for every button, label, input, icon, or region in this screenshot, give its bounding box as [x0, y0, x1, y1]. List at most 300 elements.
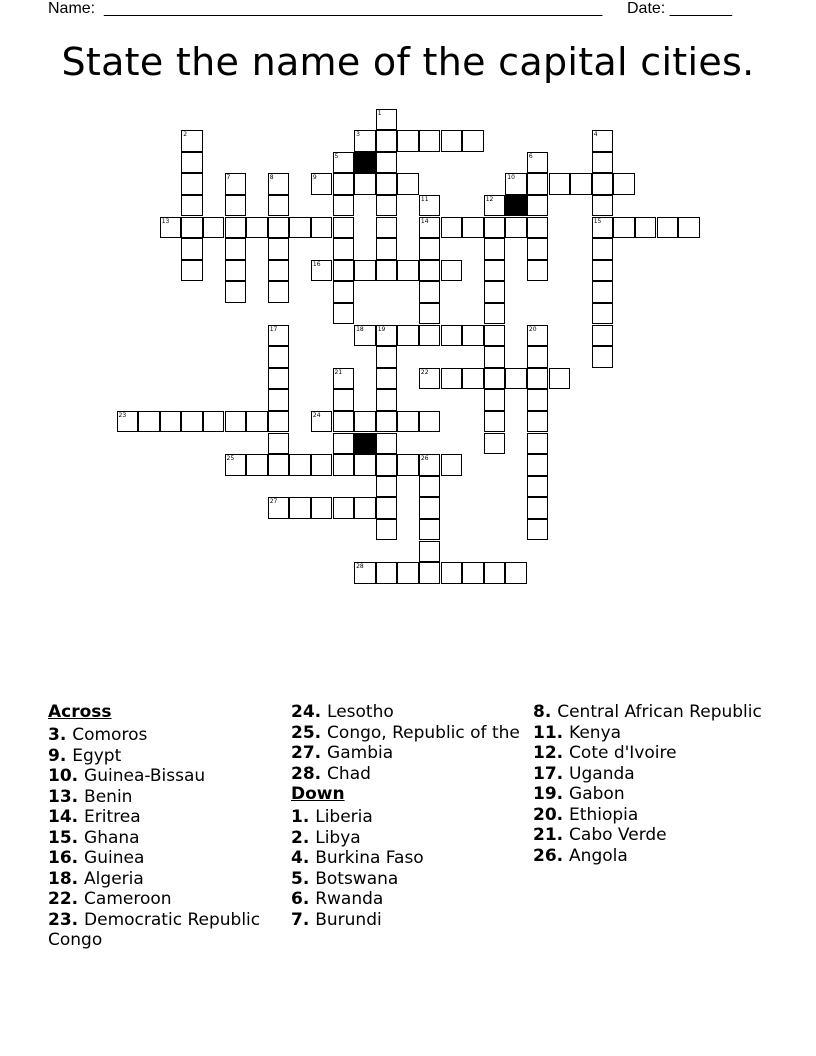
clue-item	[291, 702, 521, 722]
grid-cell[interactable]	[181, 173, 203, 195]
grid-cell[interactable]	[419, 519, 441, 541]
grid-cell[interactable]	[527, 217, 549, 239]
date-field[interactable]: Date: _______	[627, 0, 732, 17]
grid-cell[interactable]	[441, 217, 463, 239]
grid-cell[interactable]	[376, 454, 398, 476]
grid-cell[interactable]	[203, 217, 225, 239]
grid-cell[interactable]	[484, 238, 506, 260]
clues-column-1	[48, 702, 278, 950]
grid-cell[interactable]	[397, 411, 419, 433]
grid-cell[interactable]	[549, 368, 571, 390]
clue-number: 14.	[48, 807, 85, 827]
grid-cell[interactable]	[592, 260, 614, 282]
clue-number: 22.	[48, 889, 85, 909]
grid-cell[interactable]	[592, 303, 614, 325]
grid-cell[interactable]	[225, 411, 247, 433]
grid-cell[interactable]	[484, 281, 506, 303]
clue-number: 2.	[291, 827, 316, 848]
clue-number: 8.	[533, 702, 558, 722]
grid-cell[interactable]	[225, 238, 247, 260]
grid-cell[interactable]	[225, 281, 247, 303]
clue-number: 11.	[533, 722, 570, 743]
clue-number: 2	[183, 131, 188, 139]
grid-cell[interactable]	[592, 130, 614, 152]
clues-column-2	[291, 702, 521, 930]
grid-cell[interactable]	[376, 173, 398, 195]
grid-cell[interactable]	[419, 476, 441, 498]
clue-number: 6	[528, 152, 533, 160]
grid-cell[interactable]	[592, 217, 614, 239]
clue-number: 25.	[291, 722, 328, 743]
name-field[interactable]: ________________________________________________________	[104, 0, 603, 17]
grid-cell[interactable]	[246, 217, 268, 239]
grid-cell[interactable]	[268, 346, 290, 368]
grid-cell[interactable]	[181, 238, 203, 260]
clue-number: 19.	[533, 784, 570, 804]
grid-cell[interactable]	[527, 389, 549, 411]
grid-cell[interactable]	[311, 260, 333, 282]
grid-cell[interactable]	[527, 519, 549, 541]
clue-item	[533, 764, 763, 784]
clue-item	[48, 828, 278, 848]
clue-item	[533, 846, 763, 866]
clue-number: 24.	[291, 702, 328, 722]
grid-cell[interactable]	[462, 368, 484, 390]
grid-cell[interactable]	[527, 433, 549, 455]
grid-cell[interactable]	[225, 260, 247, 282]
clue-text: Congo, Republic of the	[327, 722, 520, 743]
grid-cell[interactable]	[613, 173, 635, 195]
clue-number: 20.	[533, 804, 570, 825]
grid-cell[interactable]	[203, 411, 225, 433]
grid-cell[interactable]	[333, 454, 355, 476]
grid-cell[interactable]	[333, 497, 355, 519]
grid-cell[interactable]	[397, 130, 419, 152]
grid-cell[interactable]	[376, 389, 398, 411]
grid-cell[interactable]	[419, 130, 441, 152]
grid-cell[interactable]	[160, 217, 182, 239]
grid-cell[interactable]	[311, 173, 333, 195]
grid-cell[interactable]	[505, 173, 527, 195]
clue-number: 19	[377, 325, 386, 333]
clue-item	[48, 869, 278, 889]
clue-number: 12.	[533, 743, 570, 763]
grid-cell[interactable]	[397, 562, 419, 584]
grid-cell[interactable]	[376, 433, 398, 455]
grid-cell[interactable]	[246, 411, 268, 433]
grid-cell[interactable]	[527, 497, 549, 519]
clue-text: Rwanda	[315, 889, 384, 909]
clue-text: Gabon	[569, 784, 625, 804]
clue-number: 3.	[48, 725, 73, 745]
grid-cell[interactable]	[484, 346, 506, 368]
grid-cell[interactable]	[333, 303, 355, 325]
clue-number: 17	[269, 325, 278, 333]
grid-cell[interactable]	[462, 562, 484, 584]
grid-cell[interactable]	[181, 152, 203, 174]
grid-cell[interactable]	[268, 497, 290, 519]
grid-cell[interactable]	[160, 411, 182, 433]
grid-cell[interactable]	[441, 260, 463, 282]
grid-cell[interactable]	[462, 217, 484, 239]
clue-number: 26.	[533, 845, 570, 866]
clue-item	[291, 743, 521, 763]
clue-number: 20	[528, 325, 537, 333]
clue-item	[48, 807, 278, 827]
grid-cell[interactable]	[376, 195, 398, 217]
grid-cell[interactable]	[484, 368, 506, 390]
grid-cell[interactable]	[505, 368, 527, 390]
grid-cell[interactable]	[376, 497, 398, 519]
clue-item	[533, 805, 763, 825]
clue-text: Liberia	[315, 807, 373, 827]
worksheet-header	[0, 0, 816, 20]
grid-cell[interactable]	[549, 173, 571, 195]
grid-cell[interactable]	[268, 368, 290, 390]
grid-cell[interactable]	[419, 411, 441, 433]
clue-item	[48, 766, 278, 786]
clue-item	[533, 743, 763, 763]
grid-cell[interactable]	[289, 217, 311, 239]
grid-cell[interactable]	[441, 130, 463, 152]
grid-cell[interactable]	[419, 454, 441, 476]
grid-cell[interactable]	[181, 130, 203, 152]
grid-cell[interactable]	[376, 476, 398, 498]
grid-cell[interactable]	[527, 368, 549, 390]
clue-number: 25	[226, 455, 235, 463]
clue-number: 5	[334, 152, 339, 160]
black-cell	[505, 195, 527, 217]
grid-cell[interactable]	[484, 562, 506, 584]
grid-cell[interactable]	[225, 454, 247, 476]
grid-cell[interactable]	[225, 195, 247, 217]
grid-cell[interactable]	[441, 454, 463, 476]
clue-item	[291, 889, 521, 909]
grid-cell[interactable]	[333, 281, 355, 303]
clue-item	[533, 702, 763, 722]
grid-cell[interactable]	[354, 497, 376, 519]
black-cell	[354, 433, 376, 455]
clue-number: 27	[269, 498, 278, 506]
grid-cell[interactable]	[376, 238, 398, 260]
clue-number: 15.	[48, 827, 85, 848]
grid-cell[interactable]	[354, 130, 376, 152]
grid-cell[interactable]	[527, 260, 549, 282]
grid-cell[interactable]	[289, 497, 311, 519]
clue-number: 16.	[48, 848, 85, 868]
grid-cell[interactable]	[419, 195, 441, 217]
grid-cell[interactable]	[311, 411, 333, 433]
grid-cell[interactable]	[376, 346, 398, 368]
grid-cell[interactable]	[527, 152, 549, 174]
clue-number: 4	[593, 131, 598, 139]
clue-item	[291, 764, 521, 784]
grid-cell[interactable]	[333, 173, 355, 195]
grid-cell[interactable]	[419, 281, 441, 303]
clue-text: Guinea	[84, 848, 145, 868]
grid-cell[interactable]	[117, 411, 139, 433]
across-heading: Across	[48, 702, 112, 722]
grid-cell[interactable]	[376, 325, 398, 347]
grid-cell[interactable]	[635, 217, 657, 239]
grid-cell[interactable]	[354, 454, 376, 476]
grid-cell[interactable]	[419, 325, 441, 347]
clue-text: Cabo Verde	[569, 825, 667, 845]
clue-text: Uganda	[569, 763, 635, 784]
grid-cell[interactable]	[419, 541, 441, 563]
down-clue-list	[291, 807, 521, 930]
clue-text: Lesotho	[327, 702, 394, 722]
grid-cell[interactable]	[592, 238, 614, 260]
grid-cell[interactable]	[527, 238, 549, 260]
clue-number: 23.	[48, 909, 85, 930]
clue-number: 21.	[533, 825, 570, 845]
clue-text: Central African Republic	[557, 702, 762, 722]
grid-cell[interactable]	[657, 217, 679, 239]
clue-text: Benin	[84, 786, 133, 807]
grid-cell[interactable]	[181, 260, 203, 282]
grid-cell[interactable]	[311, 497, 333, 519]
grid-cell[interactable]	[570, 173, 592, 195]
grid-cell[interactable]	[354, 260, 376, 282]
clue-number: 16	[312, 260, 321, 268]
clue-text: Botswana	[315, 868, 399, 889]
grid-cell[interactable]	[527, 325, 549, 347]
clue-number: 26	[420, 455, 429, 463]
grid-cell[interactable]	[527, 173, 549, 195]
clue-item	[48, 910, 278, 950]
grid-cell[interactable]	[354, 173, 376, 195]
grid-cell[interactable]	[376, 368, 398, 390]
grid-cell[interactable]	[484, 325, 506, 347]
grid-cell[interactable]	[225, 173, 247, 195]
grid-cell[interactable]	[592, 325, 614, 347]
grid-cell[interactable]	[268, 260, 290, 282]
grid-cell[interactable]	[268, 454, 290, 476]
grid-cell[interactable]	[333, 217, 355, 239]
clue-text: Eritrea	[84, 807, 141, 827]
grid-cell[interactable]	[376, 562, 398, 584]
clue-number: 22	[420, 368, 429, 376]
clue-number: 1.	[291, 807, 316, 827]
grid-cell[interactable]	[613, 217, 635, 239]
grid-cell[interactable]	[138, 411, 160, 433]
page-title: State the name of the capital cities.	[61, 40, 755, 84]
clue-number: 5.	[291, 868, 316, 889]
grid-cell[interactable]	[527, 476, 549, 498]
clue-number: 13	[161, 217, 170, 225]
grid-cell[interactable]	[397, 454, 419, 476]
grid-cell[interactable]	[376, 109, 398, 131]
down-heading: Down	[291, 784, 345, 804]
clues-column-3	[533, 702, 763, 866]
clue-number: 9	[312, 174, 317, 182]
clue-item	[291, 807, 521, 827]
across-clue-list	[48, 725, 278, 950]
clue-item	[291, 869, 521, 889]
grid-cell[interactable]	[419, 368, 441, 390]
grid-cell[interactable]	[527, 411, 549, 433]
clue-item	[48, 725, 278, 745]
clue-item	[533, 723, 763, 743]
grid-cell[interactable]	[268, 281, 290, 303]
clue-text: Ghana	[84, 827, 140, 848]
grid-cell[interactable]	[376, 519, 398, 541]
grid-cell[interactable]	[419, 260, 441, 282]
grid-cell[interactable]	[505, 217, 527, 239]
grid-cell[interactable]	[268, 433, 290, 455]
clue-number: 7	[226, 174, 231, 182]
grid-cell[interactable]	[592, 195, 614, 217]
grid-cell[interactable]	[181, 195, 203, 217]
grid-cell[interactable]	[484, 195, 506, 217]
clue-item	[48, 787, 278, 807]
grid-cell[interactable]	[441, 325, 463, 347]
clue-item	[533, 784, 763, 804]
clue-number: 6.	[291, 889, 316, 909]
clue-item	[291, 828, 521, 848]
grid-cell[interactable]	[484, 411, 506, 433]
clue-number: 23	[118, 411, 127, 419]
grid-cell[interactable]	[527, 195, 549, 217]
grid-cell[interactable]	[592, 346, 614, 368]
grid-cell[interactable]	[419, 562, 441, 584]
grid-cell[interactable]	[376, 411, 398, 433]
clue-number: 28	[356, 563, 364, 571]
clue-number: 7.	[291, 909, 316, 930]
grid-cell[interactable]	[441, 562, 463, 584]
clue-number: 8	[269, 174, 274, 182]
grid-cell[interactable]	[268, 411, 290, 433]
grid-cell[interactable]	[268, 217, 290, 239]
grid-cell[interactable]	[354, 411, 376, 433]
grid-cell[interactable]	[484, 303, 506, 325]
clue-number: 1	[377, 109, 382, 117]
clue-number: 10	[507, 174, 515, 182]
grid-cell[interactable]	[376, 130, 398, 152]
grid-cell[interactable]	[397, 173, 419, 195]
grid-cell[interactable]	[397, 325, 419, 347]
clue-text: Angola	[569, 845, 628, 866]
grid-cell[interactable]	[181, 411, 203, 433]
grid-cell[interactable]	[592, 173, 614, 195]
clue-number: 21	[334, 368, 343, 376]
grid-cell[interactable]	[268, 195, 290, 217]
clue-number: 15	[593, 217, 602, 225]
grid-cell[interactable]	[484, 433, 506, 455]
clue-text: Comoros	[72, 725, 148, 745]
clue-text: Gambia	[327, 743, 394, 763]
clue-number: 18	[356, 325, 364, 333]
grid-cell[interactable]	[225, 217, 247, 239]
grid-cell[interactable]	[397, 260, 419, 282]
clue-number: 9.	[48, 745, 73, 766]
clue-item	[48, 889, 278, 909]
clue-text: Burkina Faso	[315, 848, 424, 868]
clue-number: 27.	[291, 743, 328, 763]
grid-cell[interactable]	[333, 238, 355, 260]
grid-cell[interactable]	[484, 260, 506, 282]
grid-cell[interactable]	[333, 152, 355, 174]
name-label: Name:	[48, 0, 96, 17]
clue-number: 4.	[291, 848, 316, 868]
clue-text: Ethiopia	[569, 804, 639, 825]
grid-cell[interactable]	[333, 195, 355, 217]
grid-cell[interactable]	[268, 325, 290, 347]
grid-cell[interactable]	[419, 497, 441, 519]
clue-text: Chad	[327, 763, 371, 784]
clue-text: Egypt	[72, 745, 122, 766]
grid-cell[interactable]	[268, 238, 290, 260]
grid-cell[interactable]	[505, 562, 527, 584]
grid-cell[interactable]	[527, 346, 549, 368]
clue-number: 18.	[48, 868, 85, 889]
clue-number: 12	[485, 195, 494, 203]
down-clue-list-continued	[533, 702, 763, 866]
grid-cell[interactable]	[311, 454, 333, 476]
clue-text: Cameroon	[84, 889, 172, 909]
across-clue-list-continued	[291, 702, 521, 784]
grid-cell[interactable]	[419, 217, 441, 239]
grid-cell[interactable]	[462, 325, 484, 347]
grid-cell[interactable]	[592, 281, 614, 303]
grid-cell[interactable]	[419, 238, 441, 260]
clue-text: Democratic Republic Congo	[48, 909, 261, 950]
grid-cell[interactable]	[376, 217, 398, 239]
grid-cell[interactable]	[484, 217, 506, 239]
grid-cell[interactable]	[419, 303, 441, 325]
grid-cell[interactable]	[354, 562, 376, 584]
clue-number: 10.	[48, 766, 85, 786]
black-cell	[354, 152, 376, 174]
grid-cell[interactable]	[333, 260, 355, 282]
clue-item	[533, 825, 763, 845]
grid-cell[interactable]	[592, 152, 614, 174]
clue-number: 11	[420, 195, 429, 203]
grid-cell[interactable]	[268, 389, 290, 411]
grid-cell[interactable]	[268, 173, 290, 195]
grid-cell[interactable]	[246, 454, 268, 476]
grid-cell[interactable]	[181, 217, 203, 239]
grid-cell[interactable]	[333, 433, 355, 455]
grid-cell[interactable]	[311, 217, 333, 239]
grid-cell[interactable]	[333, 389, 355, 411]
clue-text: Libya	[315, 827, 361, 848]
grid-cell[interactable]	[333, 411, 355, 433]
clue-number: 17.	[533, 763, 570, 784]
grid-cell[interactable]	[527, 454, 549, 476]
grid-cell[interactable]	[462, 130, 484, 152]
grid-cell[interactable]	[376, 260, 398, 282]
clue-item	[48, 746, 278, 766]
grid-cell[interactable]	[289, 454, 311, 476]
clue-text: Kenya	[569, 722, 622, 743]
grid-cell[interactable]	[484, 389, 506, 411]
clue-number: 3	[356, 131, 360, 139]
grid-cell[interactable]	[354, 325, 376, 347]
clue-item	[291, 910, 521, 930]
grid-cell[interactable]	[333, 368, 355, 390]
clue-text: Algeria	[84, 868, 144, 889]
clue-number: 28.	[291, 763, 328, 784]
clue-number: 13.	[48, 786, 85, 807]
grid-cell[interactable]	[376, 152, 398, 174]
clue-item	[291, 723, 521, 743]
clue-text: Cote d'Ivoire	[569, 743, 677, 763]
crossword-grid	[117, 109, 737, 609]
grid-cell[interactable]	[441, 368, 463, 390]
grid-cell[interactable]	[678, 217, 700, 239]
